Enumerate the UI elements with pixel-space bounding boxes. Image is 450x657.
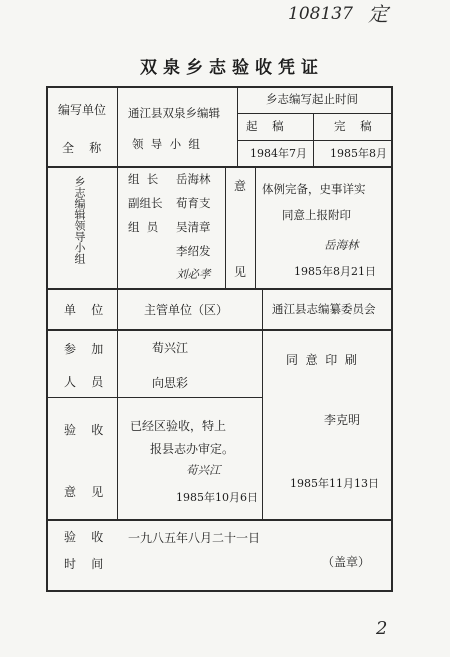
member-name-4: 李绍发 [176, 244, 211, 258]
member-name-5-signature: 刘必孝 [176, 267, 211, 281]
district-signature: 荀兴江 [186, 463, 221, 477]
participant-2: 向思彩 [152, 376, 189, 390]
row-divider-5 [46, 519, 392, 521]
table-border-left [46, 86, 48, 592]
handwritten-mark: 定 [368, 2, 388, 26]
start-date: 1984年7月 [250, 147, 307, 160]
start-draft-label: 起 稿 [246, 119, 284, 133]
label-participants-top: 参 加 [64, 342, 104, 356]
handwritten-number: 108137 [288, 4, 353, 24]
district-opinion-line1: 已经区验收，特上 [130, 419, 227, 433]
opinion-label-bottom: 见 [234, 265, 247, 279]
member-role-3: 组 员 [128, 220, 159, 234]
member-role-2: 副组长 [128, 196, 163, 210]
editor-name-line1: 通江县双泉乡编辑 [128, 106, 220, 120]
rows3to5-mid-divider [262, 288, 263, 519]
editor-name-line2: 领 导 小 组 [132, 137, 200, 151]
opinion-label-top: 意 [234, 179, 247, 193]
member-name-2: 荀育支 [176, 196, 211, 210]
county-signature: 李克明 [324, 413, 361, 427]
label-editor-unit: 编写单位 [58, 103, 107, 117]
document-title: 双泉乡志验收凭证 [140, 58, 324, 78]
table-border-bottom [46, 590, 392, 592]
row-divider-3 [46, 329, 392, 331]
member-role-1: 组 长 [128, 172, 159, 186]
opinion-text-line2: 同意上报附印 [282, 208, 351, 222]
seal-placeholder: （盖章） [322, 555, 371, 569]
opinion-date: 1985年8月21日 [294, 265, 376, 278]
participant-1: 荀兴江 [152, 341, 189, 355]
label-full-name: 全 称 [62, 141, 102, 155]
opinion-signature: 岳海林 [324, 238, 359, 252]
date-divider [237, 140, 392, 141]
county-date: 1985年11月13日 [290, 477, 379, 490]
label-participants-bottom: 人 员 [64, 375, 104, 389]
row2-opinion-divider-left [225, 166, 226, 288]
label-acceptance-bottom: 意 见 [64, 485, 104, 499]
supervising-unit: 主管单位（区） [144, 303, 229, 317]
period-header: 乡志编写起止时间 [266, 92, 358, 106]
member-name-1: 岳海林 [176, 172, 211, 186]
end-draft-label: 完 稿 [334, 119, 372, 133]
acceptance-date: 一九八五年八月二十一日 [128, 531, 261, 545]
period-divider [237, 113, 392, 114]
label-acceptance-top: 验 收 [64, 423, 104, 437]
label-acceptance-time-bottom: 时 间 [64, 557, 104, 571]
district-date: 1985年10月6日 [176, 491, 258, 504]
table-border-top [46, 86, 392, 88]
editing-group-label: 乡志编辑领导小组 [73, 176, 86, 264]
row2-opinion-divider-right [255, 166, 256, 288]
print-approval-text: 同 意 印 刷 [286, 353, 357, 367]
row1-mid-divider [237, 86, 238, 166]
label-column-divider [117, 86, 118, 519]
handwritten-page-mark: 2 [376, 618, 388, 639]
row-divider-4 [46, 397, 262, 398]
district-opinion-line2: 报县志办审定。 [150, 442, 235, 456]
table-border-right [391, 86, 393, 592]
period-split-divider [313, 113, 314, 166]
member-name-3: 吴清章 [176, 220, 211, 234]
label-unit: 单 位 [64, 303, 104, 317]
opinion-text-line1: 体例完备，史事详实 [262, 182, 366, 196]
row-divider-1 [46, 166, 392, 168]
county-committee: 通江县志编纂委员会 [272, 302, 376, 316]
label-acceptance-time-top: 验 收 [64, 530, 104, 544]
row-divider-2 [46, 288, 392, 290]
end-date: 1985年8月 [330, 147, 387, 160]
